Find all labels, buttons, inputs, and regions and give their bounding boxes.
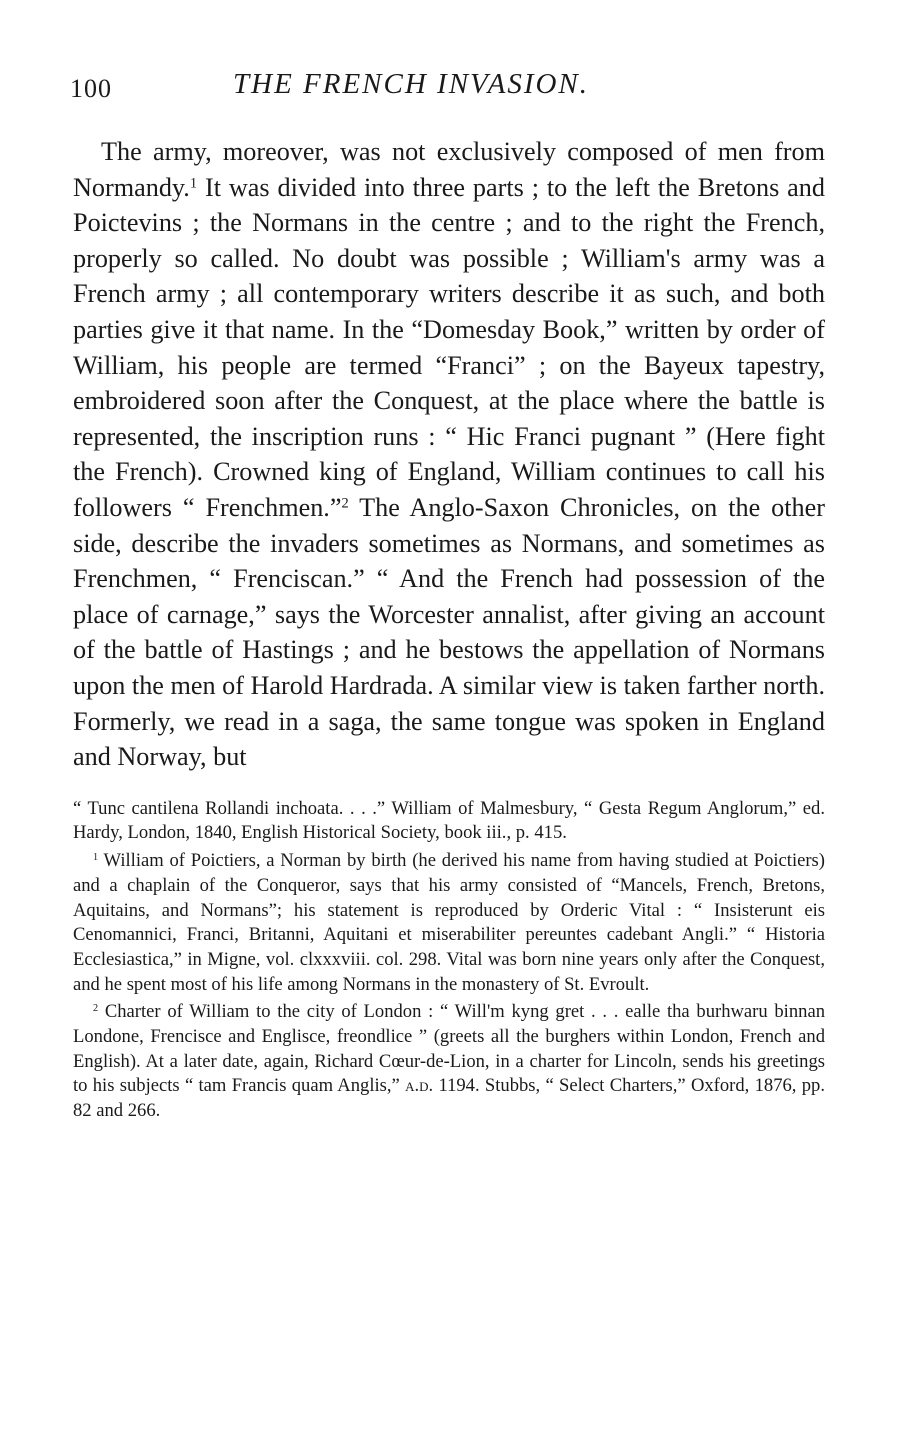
footnote-2-text-b: 1194. Stubbs, “ Select Charters,” Oxford, 1876, pp. 82 and 266.	[73, 1075, 825, 1122]
page-number: 100	[70, 74, 112, 103]
body-text-part-1: The army, moreover, was not exclusively composed of men from Normandy.	[73, 137, 825, 202]
footnote-2-text-a: Charter of William to the city of London : “ Will'm kyng gret . . . ealle tha burhwaru binnan Londone, Frencisce and Englisce, freondlice ” (greets all the burghers within London, French and English). At a later date, again, Richard Cœur-de-Lion, in a charter for Lincoln, sends his greetings to his subjects “ tam Francis quam Anglis,”	[73, 1001, 825, 1097]
footnote-ref-2: 2	[341, 495, 349, 512]
footnote-continued: “ Tunc cantilena Rollandi inchoata. . . .” William of Malmesbury, “ Gesta Regum Anglorum,” ed. Hardy, London, 1840, English Historical Society, book iii., p. 415.	[73, 797, 825, 844]
footnotes	[73, 797, 825, 1124]
body-text-part-3: The Anglo-Saxon Chronicles, on the other side, describe the invaders sometimes as Normans, and sometimes as Frenchmen, “ Frenciscan.” “ And the French had possession of the place of carnage,” says the Worcester annalist, after giving an account of the battle of Hastings ; and he bestows the appellation of Normans upon the men of Harold Hardrada. A similar view is taken farther north. Formerly, we read in a saga, the same tongue was spoken in England and Norway, but	[73, 492, 825, 772]
body-text-part-2: It was divided into three parts ; to the left the Bretons and Poictevins ; the Normans in the centre ; and to the right the French, properly so called. No doubt was possible ; William's army was a French army ; all contemporary writers describe it as such, and both parties give it that name. In the “Domesday Book,” written by order of William, his people are termed “Franci” ; on the Bayeux tapestry, embroidered soon after the Conquest, at the place where the battle is represented, the inscription runs : “ Hic Franci pugnant ” (Here fight the French). Crowned king of England, William continues to call his followers “ Frenchmen.”	[73, 172, 825, 522]
main-paragraph	[73, 134, 825, 775]
footnote-ref-1: 1	[189, 174, 198, 191]
footnote-1-marker: 1	[93, 851, 99, 863]
footnote-2	[73, 1000, 825, 1124]
footnote-2-marker: 2	[93, 1003, 99, 1015]
body-text	[73, 134, 825, 775]
footnote-1-text: William of Poictiers, a Norman by birth (he derived his name from having studied at Poictiers) and a chaplain of the Conqueror, says that his army consisted of “Mancels, French, Bretons, Aquitains, and Normans”; his statement is reproduced by Orderic Vital : “ Insisterunt eis Cenomannici, Franci, Britanni, Aquitani et miserabiliter pereuntes cadebant Angli.” “ Historia Ecclesiastica,” in Migne, vol. clxxxviii. col. 298. Vital was born nine years only after the Conquest, and he spent most of his life among Normans in the monastery of St. Evroult.	[73, 850, 825, 995]
book-page	[70, 68, 825, 1124]
footnote-2-era: a.d.	[405, 1075, 434, 1097]
page-header	[70, 68, 825, 114]
running-title: THE FRENCH INVASION.	[233, 68, 590, 100]
footnote-1	[73, 849, 825, 997]
